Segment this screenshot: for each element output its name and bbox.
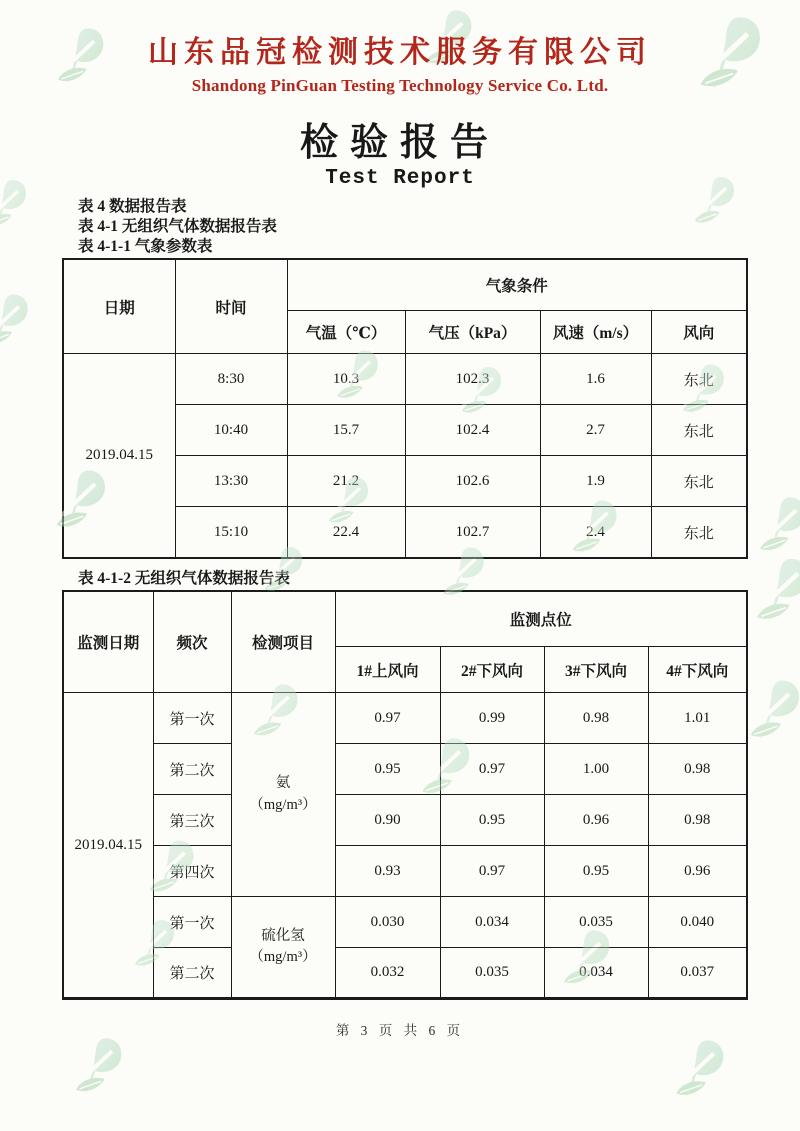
- cell-value: 0.95: [335, 744, 440, 795]
- item-unit: （mg/m³）: [249, 796, 317, 813]
- cell-windspeed: 2.7: [540, 405, 651, 456]
- cell-value: 0.93: [335, 846, 440, 897]
- cell-time: 15:10: [175, 507, 287, 558]
- cell-time: 10:40: [175, 405, 287, 456]
- cell-pressure: 102.4: [405, 405, 540, 456]
- cell-time: 13:30: [175, 456, 287, 507]
- col-header-point1: 1#上风向: [335, 647, 440, 693]
- table-row: [63, 948, 747, 999]
- cell-frequency: 第一次: [153, 897, 231, 948]
- heading-table4: 表 4 数据报告表: [78, 197, 187, 215]
- report-title-cn: 检验报告: [299, 121, 500, 164]
- cell-frequency: 第四次: [153, 846, 231, 897]
- cell-winddir: 东北: [651, 456, 747, 507]
- cell-windspeed: 1.9: [540, 456, 651, 507]
- gas-data-table: [62, 590, 748, 1001]
- cell-value: 0.90: [335, 795, 440, 846]
- cell-value: 0.032: [335, 948, 440, 999]
- cell-value: 0.035: [440, 948, 544, 999]
- table-row: [63, 897, 747, 948]
- item-unit: （mg/m³）: [249, 949, 317, 966]
- col-header-point4: 4#下风向: [648, 647, 747, 693]
- cell-value: 0.034: [544, 948, 648, 999]
- cell-item-ammonia: [231, 693, 335, 897]
- col-header-time: 时间: [175, 259, 287, 354]
- company-name-cn: 山东品冠检测技术服务有限公司: [148, 36, 652, 69]
- cell-temp: 21.2: [287, 456, 405, 507]
- cell-value: 1.00: [544, 744, 648, 795]
- heading-table4-1-2: 表 4-1-2 无组织气体数据报告表: [78, 569, 290, 587]
- cell-monitor-date: 2019.04.15: [63, 693, 153, 999]
- report-title-en: Test Report: [325, 166, 475, 190]
- cell-windspeed: 2.4: [540, 507, 651, 558]
- col-header-weather: 气象条件: [287, 259, 747, 311]
- col-header-winddir: 风向: [651, 311, 747, 354]
- cell-value: 0.97: [335, 693, 440, 744]
- cell-frequency: 第二次: [153, 948, 231, 999]
- cell-date: 2019.04.15: [63, 354, 175, 558]
- cell-value: 0.040: [648, 897, 747, 948]
- col-header-points: 监测点位: [335, 591, 747, 647]
- cell-value: 0.95: [544, 846, 648, 897]
- cell-winddir: 东北: [651, 405, 747, 456]
- cell-windspeed: 1.6: [540, 354, 651, 405]
- cell-frequency: 第一次: [153, 693, 231, 744]
- cell-time: 8:30: [175, 354, 287, 405]
- company-name-en: Shandong PinGuan Testing Technology Service Co. Ltd.: [191, 75, 609, 95]
- table-row: [63, 354, 747, 405]
- cell-value: 0.97: [440, 846, 544, 897]
- cell-winddir: 东北: [651, 354, 747, 405]
- pinguan-logo-watermark: [742, 678, 800, 746]
- cell-pressure: 102.6: [405, 456, 540, 507]
- col-header-frequency: 频次: [153, 591, 231, 693]
- col-header-temp: 气温（℃）: [287, 311, 405, 354]
- cell-value: 1.01: [648, 693, 747, 744]
- report-header: [0, 0, 800, 190]
- heading-table4-1: 表 4-1 无组织气体数据报告表: [78, 217, 277, 235]
- col-header-point3: 3#下风向: [544, 647, 648, 693]
- cell-pressure: 102.7: [405, 507, 540, 558]
- cell-temp: 15.7: [287, 405, 405, 456]
- pinguan-logo-watermark: [752, 495, 800, 559]
- table-row: [63, 744, 747, 795]
- cell-value: 0.98: [648, 744, 747, 795]
- cell-value: 0.034: [440, 897, 544, 948]
- cell-value: 0.98: [648, 795, 747, 846]
- cell-value: 0.037: [648, 948, 747, 999]
- cell-value: 0.035: [544, 897, 648, 948]
- cell-winddir: 东北: [651, 507, 747, 558]
- cell-pressure: 102.3: [405, 354, 540, 405]
- pinguan-logo-watermark: [668, 1038, 728, 1104]
- pinguan-logo-watermark: [0, 292, 32, 352]
- cell-item-hydrogen-sulfide: [231, 897, 335, 999]
- pinguan-logo-watermark: [68, 1036, 126, 1100]
- heading-table4-1-1: 表 4-1-1 气象参数表: [78, 238, 213, 256]
- col-header-item: 检测项目: [231, 591, 335, 693]
- table-row: [63, 693, 747, 744]
- page-number: 第 3 页 共 6 页: [335, 1023, 465, 1038]
- col-header-windspeed: 风速（m/s）: [540, 311, 651, 354]
- cell-temp: 10.3: [287, 354, 405, 405]
- table-row: [63, 795, 747, 846]
- cell-value: 0.97: [440, 744, 544, 795]
- cell-value: 0.95: [440, 795, 544, 846]
- item-name: 硫化氢: [261, 927, 305, 944]
- col-header-point2: 2#下风向: [440, 647, 544, 693]
- cell-value: 0.99: [440, 693, 544, 744]
- col-header-monitor-date: 监测日期: [63, 591, 153, 693]
- col-header-pressure: 气压（kPa）: [405, 311, 540, 354]
- table-row: [63, 846, 747, 897]
- cell-frequency: 第三次: [153, 795, 231, 846]
- cell-temp: 22.4: [287, 507, 405, 558]
- cell-value: 0.030: [335, 897, 440, 948]
- weather-table: [62, 258, 748, 559]
- col-header-date: 日期: [63, 259, 175, 354]
- cell-value: 0.96: [648, 846, 747, 897]
- section-headings: [78, 197, 800, 258]
- cell-frequency: 第二次: [153, 744, 231, 795]
- item-name: 氨: [275, 775, 291, 792]
- cell-value: 0.96: [544, 795, 648, 846]
- cell-value: 0.98: [544, 693, 648, 744]
